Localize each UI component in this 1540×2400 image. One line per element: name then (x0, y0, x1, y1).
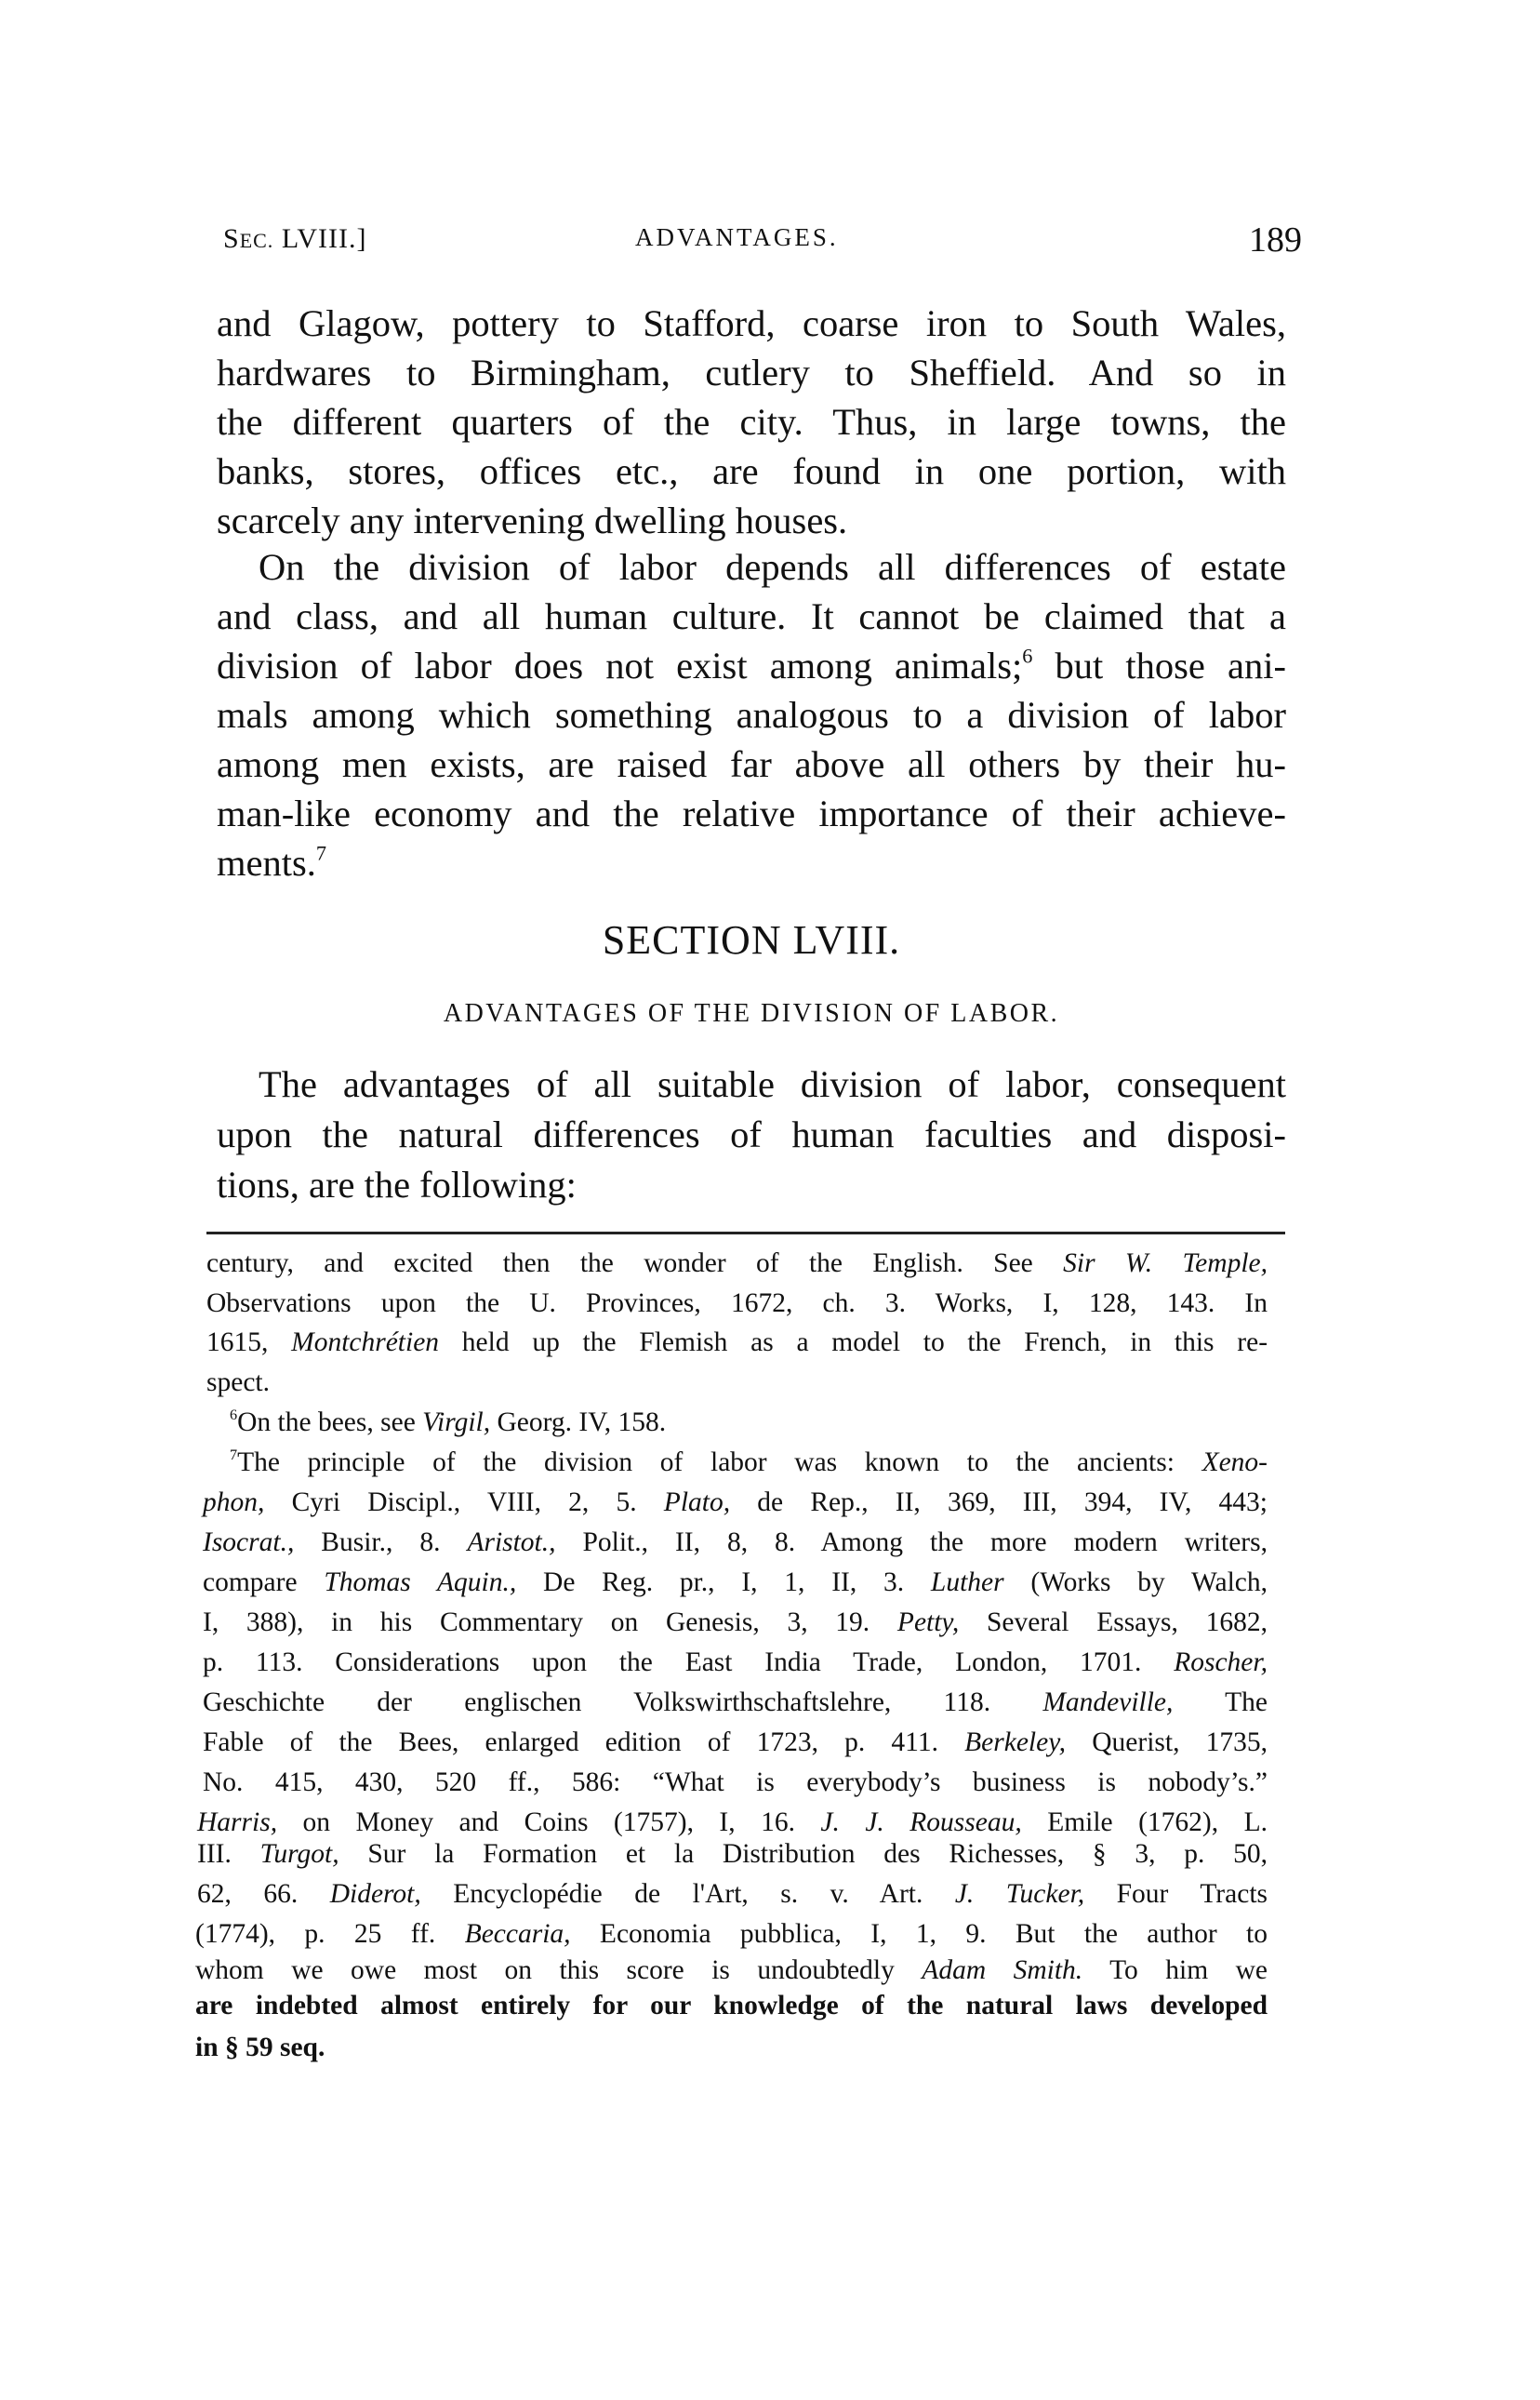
body-line-indent: On the division of labor depends all differences of estate (259, 546, 1286, 588)
body-line: scarcely any intervening dwelling houses. (217, 500, 848, 541)
body-line: upon the natural differences of human faculties and disposi- (217, 1113, 1286, 1155)
footnote-line: No. 415, 430, 520 ff., 586: “What is everybody’s business is nobody’s.” (203, 1767, 1268, 1797)
footnote-line: Harris, on Money and Coins (1757), I, 16. J. J. Rousseau, Emile (1762), L. (197, 1807, 1268, 1837)
footnote-ref-6[interactable]: 6 (1022, 644, 1033, 668)
page-number: 189 (1249, 220, 1302, 260)
section-subtitle: ADVANTAGES OF THE DIVISION OF LABOR. (443, 999, 1060, 1028)
footnote-line: p. 113. Considerations upon the East India Trade, London, 1701. Roscher, (203, 1647, 1268, 1677)
body-line: among men exists, are raised far above all others by their hu- (217, 743, 1286, 785)
footnote-line: in § 59 seq. (195, 2033, 325, 2062)
body-line: and class, and all human culture. It cannot be claimed that a (217, 595, 1286, 637)
footnote-line: Isocrat., Busir., 8. Aristot., Polit., II, 8, 8. Among the more modern writers, (203, 1527, 1268, 1557)
footnote-line: Geschichte der englischen Volkswirthschaftslehre, 118. Mandeville, The (203, 1687, 1268, 1717)
footnote-line: Observations upon the U. Provinces, 1672, ch. 3. Works, I, 128, 143. In (206, 1288, 1268, 1318)
footnote-line: century, and excited then the wonder of the English. See Sir W. Temple, (206, 1248, 1268, 1278)
footnote-line: whom we owe most on this score is undoubtedly Adam Smith. To him we (195, 1955, 1268, 1985)
footnote-mark-6: 6 (230, 1406, 238, 1423)
footnote-line: 1615, Montchrétien held up the Flemish as a model to the French, in this re- (206, 1327, 1268, 1357)
section-title: SECTION LVIII. (602, 917, 901, 963)
footnote-rule (206, 1232, 1285, 1234)
body-line: hardwares to Birmingham, cutlery to Sheffield. And so in (217, 352, 1286, 393)
footnote-line: compare Thomas Aquin., De Reg. pr., I, 1, II, 3. Luther (Works by Walch, (203, 1567, 1268, 1597)
footnote-ref-7[interactable]: 7 (315, 841, 327, 865)
footnote-line: (1774), p. 25 ff. Beccaria, Economia pubblica, I, 1, 9. But the author to (195, 1919, 1268, 1949)
footnote-6: $^6$On the bees, see Virgil, Georg. IV, 158. (230, 1406, 667, 1437)
body-line: the different quarters of the city. Thus, in large towns, the (217, 401, 1286, 443)
footnote-line: Fable of the Bees, enlarged edition of 1723, p. 411. Berkeley, Querist, 1735, (203, 1727, 1268, 1757)
body-line-indent: The advantages of all suitable division of labor, consequent (259, 1063, 1286, 1105)
footnote-line: phon, Cyri Discipl., VIII, 2, 5. Plato, de Rep., II, 369, III, 394, IV, 443; (203, 1487, 1268, 1517)
body-line: tions, are the following: (217, 1164, 577, 1206)
body-line: man-like economy and the relative importance of their achieve- (217, 793, 1286, 834)
running-head (223, 220, 1302, 264)
body-line: ments.$^7$ (217, 841, 327, 884)
running-head-title: ADVANTAGES. (635, 223, 839, 251)
footnote-line: III. Turgot, Sur la Formation et la Distribution des Richesses, § 3, p. 50, (197, 1839, 1268, 1869)
body-line: mals among which something analogous to a division of labor (217, 694, 1286, 736)
footnote-line: spect. (206, 1367, 270, 1397)
body-line: and Glagow, pottery to Stafford, coarse iron to South Wales, (217, 302, 1286, 344)
body-line: banks, stores, offices etc., are found in one portion, with (217, 450, 1286, 492)
footnote-line: I, 388), in his Commentary on Genesis, 3, 19. Petty, Several Essays, 1682, (203, 1607, 1268, 1637)
footnote-mark-7: 7 (230, 1446, 238, 1463)
footnote-line: are indebted almost entirely for our knowledge of the natural laws developed (195, 1991, 1268, 2020)
footnote-line: 62, 66. Diderot, Encyclopédie de l'Art, s. v. Art. J. Tucker, Four Tracts (197, 1879, 1268, 1909)
body-line: division of labor does not exist among animals;$^6$ but those ani- (217, 644, 1286, 687)
running-head-section: SEC. LVIII.] (223, 223, 367, 254)
footnote-7: $^7$The principle of the division of labor was known to the ancients: Xeno- (230, 1446, 1268, 1477)
